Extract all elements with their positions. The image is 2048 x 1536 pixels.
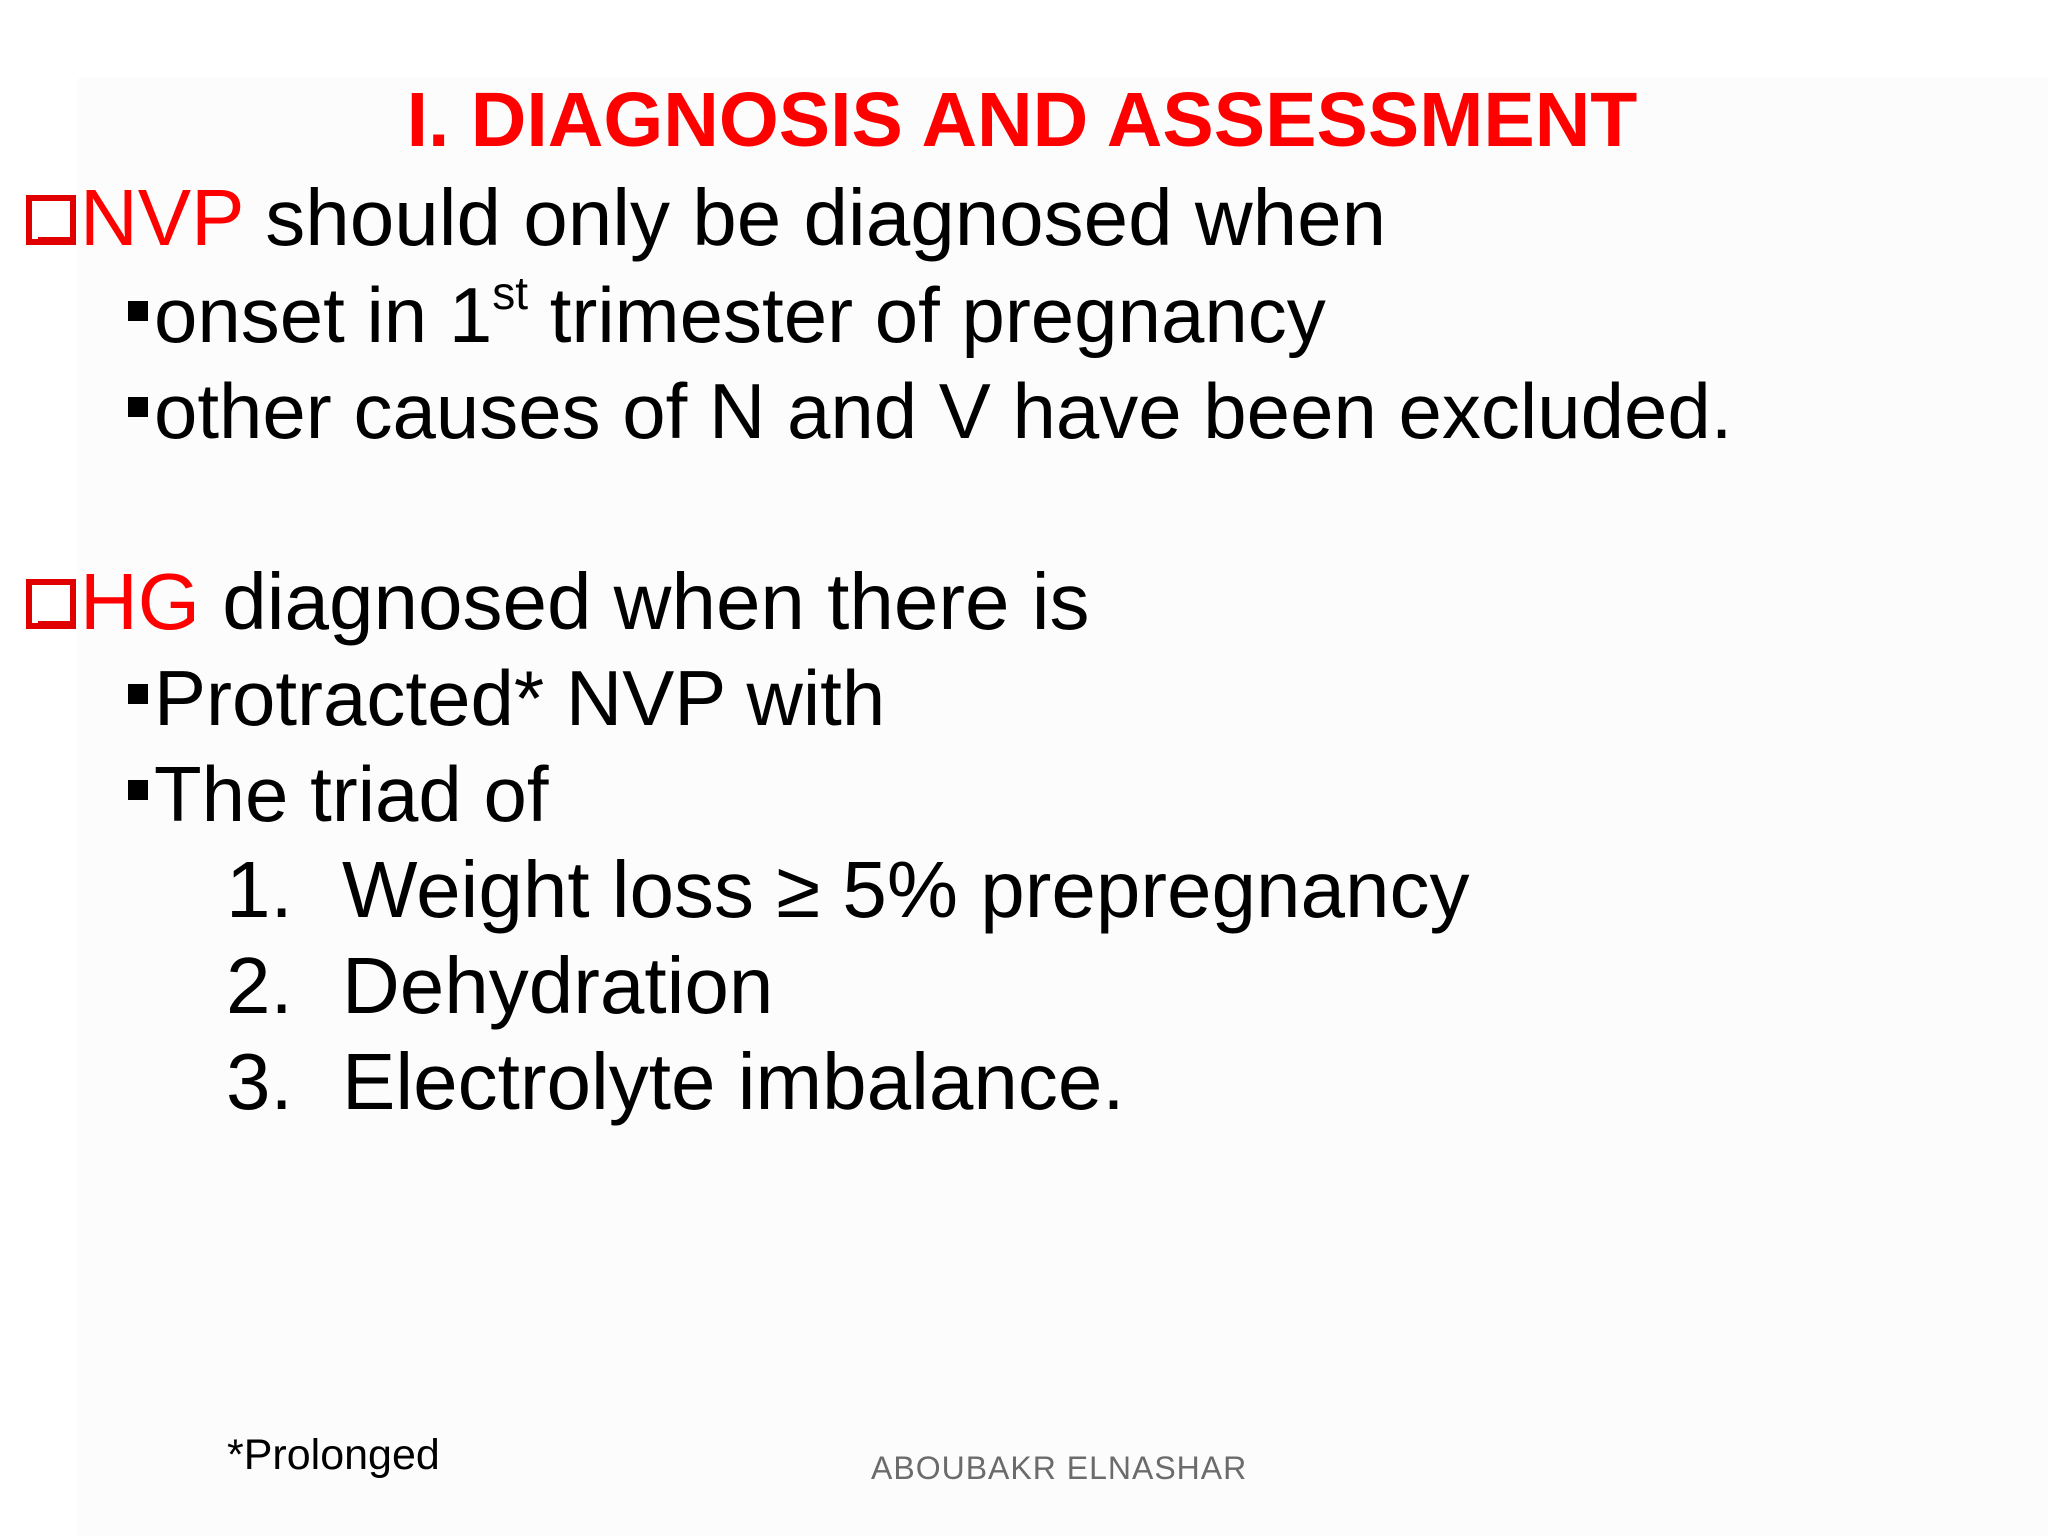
bullet-text: The triad of bbox=[154, 750, 549, 838]
bullet-item-triad bbox=[128, 752, 549, 838]
footnote: *Prolonged bbox=[227, 1431, 440, 1479]
item-text: Weight loss ≥ 5% prepregnancy bbox=[342, 845, 1470, 934]
numbered-item-electrolyte bbox=[226, 1038, 1125, 1126]
term-hg: HG bbox=[80, 557, 200, 646]
section-heading-nvp bbox=[24, 174, 1386, 262]
bullet-item-protracted bbox=[128, 656, 885, 742]
bullet-item-onset bbox=[128, 267, 1326, 359]
bullet-item-other-causes bbox=[128, 369, 1732, 455]
hollow-square-shadow-icon bbox=[24, 193, 76, 245]
filled-square-icon bbox=[128, 684, 148, 704]
hollow-square-shadow-icon bbox=[24, 577, 76, 629]
item-number: 2. bbox=[226, 941, 293, 1030]
footer-author: ABOUBAKR ELNASHAR bbox=[871, 1450, 1248, 1486]
bullet-text: trimester of pregnancy bbox=[528, 271, 1326, 359]
item-text: Electrolyte imbalance. bbox=[342, 1037, 1125, 1126]
slide-title: I. DIAGNOSIS AND ASSESSMENT bbox=[406, 77, 1638, 163]
filled-square-icon bbox=[128, 301, 148, 321]
superscript: st bbox=[492, 267, 529, 319]
item-number: 3. bbox=[226, 1037, 293, 1126]
section-heading-hg bbox=[24, 558, 1090, 646]
bullet-text: Protracted* NVP with bbox=[154, 654, 886, 742]
term-nvp: NVP bbox=[80, 173, 244, 262]
filled-square-icon bbox=[128, 397, 148, 417]
heading-text: diagnosed when there is bbox=[200, 557, 1090, 646]
item-text: Dehydration bbox=[342, 941, 774, 1030]
bullet-text: onset in 1 bbox=[154, 271, 493, 359]
filled-square-icon bbox=[128, 780, 148, 800]
numbered-item-weight-loss bbox=[226, 846, 1469, 934]
heading-text: should only be diagnosed when bbox=[243, 173, 1387, 262]
bullet-text: other causes of N and V have been excluded. bbox=[154, 367, 1733, 455]
item-number: 1. bbox=[226, 845, 293, 934]
numbered-item-dehydration bbox=[226, 942, 773, 1030]
